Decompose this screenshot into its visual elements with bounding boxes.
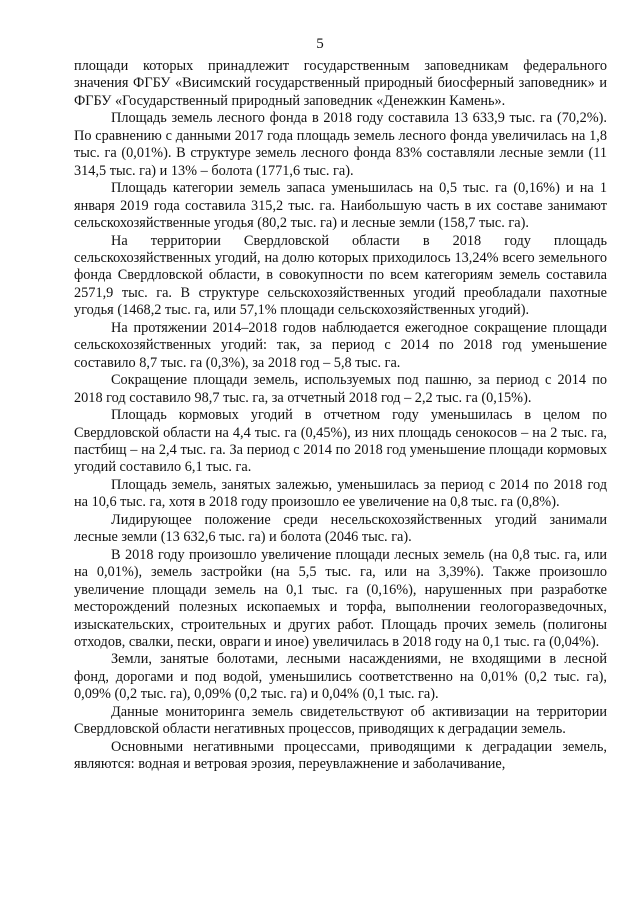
paragraph-monitoring: Данные мониторинга земель свидетельствуют об активизации на территории Свердловской области негативных процессов, приводящих к деградации земель. xyxy=(74,703,607,738)
paragraph-arable-decline: Сокращение площади земель, используемых под пашню, за период с 2014 по 2018 год составило 98,7 тыс. га, за отчетный 2018 год – 2,2 тыс. га (0,15%). xyxy=(74,372,607,406)
paragraph-agricultural-decline: На протяжении 2014–2018 годов наблюдается ежегодное сокращение площади сельскохозяйственных угодий: так, за период с 2014 по 2018 год уменьшение составило 8,7 тыс. га (0,3%), за 2018 год – 5,8 тыс. га. xyxy=(74,319,607,371)
paragraph-continuation: площади которых принадлежит государственным заповедникам федерального значения ФГБУ «Висимский государственный природный биосферный заповедник» и ФГБУ «Государственный природный заповедник «Денежкин Камень». xyxy=(74,58,607,109)
paragraph-wetlands-decrease: Земли, занятые болотами, лесными насаждениями, не входящими в лесной фонд, дорогами и под водой, уменьшились соответственно на 0,01% (0,2 тыс. га), 0,09% (0,2 тыс. га), 0,09% (0,2 тыс. га) и 0,04% (0,1 тыс. га). xyxy=(74,651,607,703)
paragraph-non-agricultural: Лидирующее положение среди несельскохозяйственных угодий занимали лесные земли (13 632,6 тыс. га) и болота (2046 тыс. га). xyxy=(74,511,607,546)
paragraph-2018-increase: В 2018 году произошло увеличение площади лесных земель (на 0,8 тыс. га, или на 0,01%), земель застройки (на 5,5 тыс. га, или на 3,39%). Также произошло увеличение площади земель на 0,1 тыс. га (0,16%), нарушенных при разработке месторождений полезных ископаемых и торфа, выполнении геологоразведочных, изыскательских, строительных и других работ. Площадь прочих земель (полигоны отходов, свалки, пески, овраги и иное) увеличилась в 2018 году на 0,1 тыс. га (0,04%). xyxy=(74,546,607,650)
paragraph-negative-processes: Основными негативными процессами, приводящими к деградации земель, являются: водная и ветровая эрозия, переувлажнение и заболачивание, xyxy=(74,738,607,773)
paragraph-reserve-lands: Площадь категории земель запаса уменьшилась на 0,5 тыс. га (0,16%) и на 1 января 2019 года составила 315,2 тыс. га. Наибольшую часть в их составе занимают сельскохозяйственные угодья (80,2 тыс. га) и лесные земли (158,7 тыс. га). xyxy=(74,180,607,232)
page-number: 5 xyxy=(316,36,324,52)
paragraph-forest-fund: Площадь земель лесного фонда в 2018 году составила 13 633,9 тыс. га (70,2%). По сравнению с данными 2017 года площадь земель лесного фонда увеличилась на 1,8 тыс. га (0,01%). В структуре земель лесного фонда 83% составляли лесные земли (11 314,5 тыс. га) и 13% – болота (1771,6 тыс. га). xyxy=(74,110,607,179)
paragraph-agricultural-lands: На территории Свердловской области в 2018 году площадь сельскохозяйственных угодий, на долю которых приходилось 13,24% всего земельного фонда Свердловской области, в совокупности по всем категориям земель составила 2571,9 тыс. га. В структуре сельскохозяйственных угодий преобладали пахотные угодья (1468,2 тыс. га, или 57,1% площади сельскохозяйственных угодий). xyxy=(74,232,607,319)
paragraph-forage-lands: Площадь кормовых угодий в отчетном году уменьшилась в целом по Свердловской области на 4,4 тыс. га (0,45%), из них площадь сенокосов – на 2 тыс. га, пастбищ – на 2,4 тыс. га. За период с 2014 по 2018 год уменьшение площади кормовых угодий составило 6,1 тыс. га. xyxy=(74,407,607,476)
body-text xyxy=(74,58,607,774)
paragraph-fallow-lands: Площадь земель, занятых залежью, уменьшилась за период с 2014 по 2018 год на 10,6 тыс. га, хотя в 2018 году произошло ее увеличение на 0,8 тыс. га (0,8%). xyxy=(74,476,607,511)
